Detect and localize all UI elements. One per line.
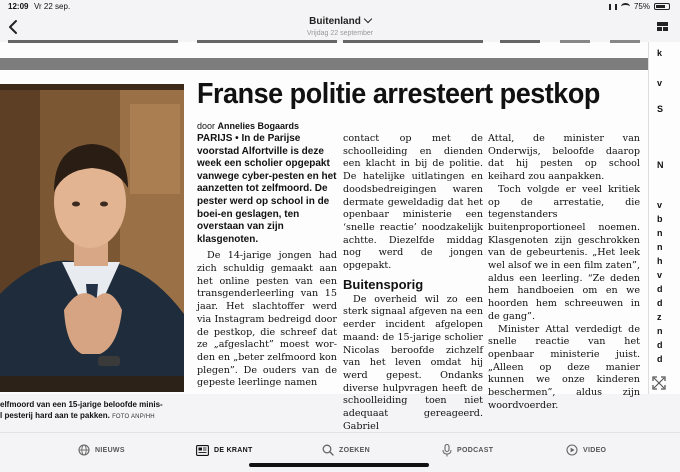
section-title: Buitenland <box>309 16 361 27</box>
article-headline: Franse politie arresteert pestkop <box>197 78 600 110</box>
next-page-letter: n <box>657 326 663 336</box>
previous-article-text-fragment <box>0 38 648 46</box>
search-icon <box>322 444 334 456</box>
edition-date: Vrijdag 22 september <box>306 30 374 37</box>
caption-line-1: elfmoord van een 15-jarige beloofde minis- <box>0 400 163 409</box>
article-column-3 <box>488 133 640 412</box>
byline-prefix: door <box>197 121 216 131</box>
tab-nieuws[interactable] <box>78 441 125 459</box>
next-page-letter: v <box>657 270 663 280</box>
tab-de-krant[interactable] <box>196 441 253 459</box>
next-page-edge[interactable] <box>648 42 680 394</box>
photo-caption <box>0 399 190 423</box>
previous-article-fragment <box>0 42 648 48</box>
article-byline <box>197 121 299 131</box>
section-selector[interactable] <box>0 16 680 27</box>
tab-label: NIEUWS <box>95 446 125 454</box>
tab-label: ZOEKEN <box>339 446 370 454</box>
minister-portrait-image <box>0 84 184 392</box>
body-paragraph: contact op met de schoolleiding en dienden een klacht in bij de politie. De hatelijke uitlatingen en doodsbedreigingen waren dermate geweldadig dat het openbaar ministerie een ‘snelle reactie’ noodzakelijk achtte. Diezelfde middag nog werd de jongen opgepakt. <box>343 133 483 272</box>
battery-fill <box>656 5 665 8</box>
body-paragraph: Toch volgde er veel kritiek op de arrestatie, die tegenstanders buitenproportioneel noemen. Klasgenoten zijn geschrokken van de gebeurtenis. „Het leek wel alsof we in een film zaten”, aldus een leerling. “Ze deden hem handboeien om en we hoorden hem schreeuwen in de gang”. <box>488 183 640 322</box>
article-subheading: Buitensporig <box>343 276 424 292</box>
caption-line-2: l pesterij hard aan te pakken. <box>0 411 110 420</box>
section-divider-bar <box>0 58 648 70</box>
tab-video[interactable] <box>566 441 606 459</box>
status-right <box>609 2 670 11</box>
newspaper-icon <box>196 445 209 456</box>
next-page-letter: v <box>657 78 663 88</box>
body-paragraph: De 14-jarige jongen had zich schuldig gemaakt aan het online pesten van een transgenderleerling van 15 jaar. Het slachtoffer werd via Instagram bedreigd door de pestkop, die schreef dat ze „afgeslacht” moest wor-den en „beter zelfmoord kon plegen”. De ouders van de gepeste leerlinge namen <box>197 250 337 389</box>
body-paragraph: De overheid wil zo een sterk signaal afgeven na een eerder incident afgelopen maand: de 15-jarige scholier Nicolas beroofde zichzelf van het leven omdat hij werd gepest. Ondanks diverse hulpvragen heeft de schoolleiding toen niet adequaat gereageerd. Gabriel <box>343 293 483 432</box>
next-page-letter: n <box>657 228 663 238</box>
microphone-icon <box>442 444 452 457</box>
tab-label: DE KRANT <box>214 446 253 454</box>
page-layout-button[interactable] <box>657 22 668 31</box>
next-page-letter: N <box>657 160 664 170</box>
tab-label: PODCAST <box>457 446 494 454</box>
next-page-letter: k <box>657 48 663 58</box>
next-page-letter: d <box>657 298 663 308</box>
body-paragraph: Minister Attal verdedigt de snelle reactie van het openbaar ministerie juist. „Alleen op deze manier kunnen we onze kinderen beschermen”, aldus zijn woordvoerder. <box>488 323 640 411</box>
next-page-letter: S <box>657 104 664 114</box>
globe-icon <box>78 444 90 456</box>
next-page-letter: b <box>657 214 663 224</box>
next-page-letter: h <box>657 256 663 266</box>
tab-podcast[interactable] <box>442 441 493 459</box>
play-icon <box>566 444 578 456</box>
photo-credit: FOTO ANP/HH <box>112 414 155 420</box>
next-page-letter: d <box>657 284 663 294</box>
status-bar <box>0 0 680 14</box>
next-page-letter: d <box>657 354 663 364</box>
expand-arrows-icon <box>652 376 666 390</box>
battery-icon <box>654 3 670 10</box>
next-page-letter: n <box>657 242 663 252</box>
fullscreen-expand-button[interactable] <box>652 376 666 390</box>
next-page-letter: v <box>657 200 663 210</box>
layout-grid-icon <box>657 22 668 26</box>
chevron-down-icon <box>364 15 372 23</box>
layout-grid-icon-part <box>657 27 662 31</box>
article-column-2 <box>343 133 483 433</box>
tab-zoeken[interactable] <box>322 441 370 459</box>
next-page-letter: z <box>657 312 662 322</box>
byline-author: Annelies Bogaards <box>217 121 300 131</box>
status-time: 12:09 <box>8 2 29 11</box>
article-lead <box>197 133 337 246</box>
battery-percentage: 75% <box>633 2 650 11</box>
body-paragraph: Attal, de minister van Onderwijs, beloofde daarop dat hij pesten op school keihard zou aanpakken. <box>488 133 640 183</box>
home-indicator[interactable] <box>249 463 429 467</box>
article-photo[interactable] <box>0 84 184 392</box>
lead-text: In de Parijse voorstad Alfortville is deze week een scholier opgepakt vanwege cyber-pesten en het aanzetten tot zelfmoord. De pester werd op school in de boei-en geslagen, ten overstaan van zijn klasgenoten. <box>197 133 337 245</box>
newspaper-page[interactable] <box>0 42 648 432</box>
signal-icon <box>609 4 617 10</box>
article-column-1 <box>197 133 337 390</box>
next-page-letter: d <box>657 340 663 350</box>
wifi-icon <box>621 3 630 10</box>
layout-grid-icon-part <box>663 27 668 31</box>
status-date: Vr 22 sep. <box>34 2 71 11</box>
dateline: PARIJS • <box>197 133 239 144</box>
tab-label: VIDEO <box>583 446 607 454</box>
